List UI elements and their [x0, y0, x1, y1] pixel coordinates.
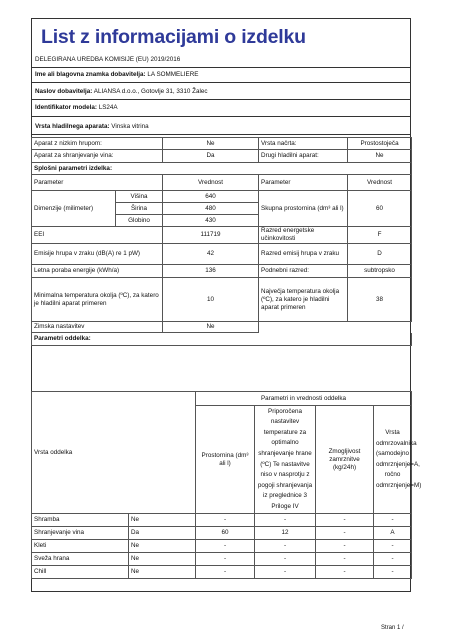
compartment-name: Sveža hrana [32, 553, 129, 566]
compartment-table [31, 391, 422, 579]
supplier-label: Ime ali blagovna znamka dobavitelja: [35, 71, 146, 78]
energy-class-value: F [348, 227, 412, 244]
compartment-freezing: - [316, 566, 374, 579]
temperature-header: Priporočena nastavitev temperature za optimalno shranjevanje hrane (ºC) Te nastavitve niso v nasprotju z pogoji shranjevanja iz preglednice 3 Priloge IV [255, 406, 316, 514]
regulation-reference: DELEGIRANA UREDBA KOMISIJE (EU) 2019/2016 [35, 56, 181, 63]
divider [31, 67, 411, 68]
compartment-volume: 60 [196, 527, 255, 540]
compartment-present: Ne [129, 566, 196, 579]
appliance-type-value: Vinska vitrina [111, 123, 149, 130]
table-row [32, 540, 412, 553]
compartment-temperature: - [255, 566, 316, 579]
divider [31, 82, 411, 83]
dimension-value: 430 [163, 215, 259, 227]
address-value: ALIANSA d.o.o., Gotovlje 31, 3310 Žalec [93, 88, 208, 95]
compartment-present: Ne [129, 553, 196, 566]
dimension-name: Globino [116, 215, 163, 227]
section-heading: Parametri oddelka: [32, 333, 412, 346]
dimension-name: Višina [116, 191, 163, 203]
compartment-present: Da [129, 527, 196, 540]
compartment-freezing: - [316, 540, 374, 553]
compartment-volume: - [196, 540, 255, 553]
feature-value: Ne [348, 150, 412, 163]
compartment-temperature: - [255, 514, 316, 527]
climate-class-value: subtropsko [348, 265, 412, 278]
compartment-defrost: - [374, 514, 412, 527]
compartment-defrost: - [374, 553, 412, 566]
appliance-type-row [35, 123, 149, 130]
eei-label: EEI [32, 227, 163, 244]
dimensions-label: Dimenzije (milimeter) [32, 191, 116, 227]
address-row [35, 88, 208, 95]
divider [31, 116, 411, 117]
feature-label: Vrsta načrta: [259, 138, 348, 150]
header-row [32, 175, 412, 191]
page-number: Stran 1 / [381, 625, 404, 631]
feature-value: Da [163, 150, 259, 163]
column-header: Parameter [259, 175, 348, 191]
max-temp-label: Največja temperatura okolja (ºC), za katero je hladilni aparat primeren [259, 278, 348, 322]
compartment-type-header: Vrsta oddelka [32, 392, 196, 514]
volume-label: Skupna prostornina (dm³ ali l) [259, 191, 348, 227]
dimension-value: 480 [163, 203, 259, 215]
model-label: Identifikator modela: [35, 104, 97, 111]
compartment-defrost: - [374, 566, 412, 579]
feature-value: Ne [163, 138, 259, 150]
document-title: List z informacijami o izdelku [41, 26, 306, 48]
min-temp-value: 10 [163, 278, 259, 322]
model-row [35, 104, 118, 111]
feature-label: Drugi hladilni aparat: [259, 150, 348, 163]
address-label: Naslov dobavitelja: [35, 88, 93, 95]
compartment-present: Ne [129, 540, 196, 553]
feature-value: Prostostoječa [348, 138, 412, 150]
compartment-defrost: - [374, 540, 412, 553]
compartment-present: Ne [129, 514, 196, 527]
column-header: Parameter [32, 175, 163, 191]
compartment-freezing: - [316, 527, 374, 540]
compartment-name: Shranjevanje vina [32, 527, 129, 540]
defrost-type-header: Vrsta odmrzovalnika (samodejno odmrznjenje=A, ročno odmrznjenje=M) [374, 406, 412, 514]
winter-setting-value: Ne [163, 322, 259, 333]
divider [31, 99, 411, 100]
table-row [32, 566, 412, 579]
compartment-temperature: - [255, 553, 316, 566]
min-temp-label: Minimalna temperatura okolja (ºC), za katero je hladilni aparat primeren [32, 278, 163, 322]
compartment-name: Chill [32, 566, 129, 579]
compartment-volume: - [196, 566, 255, 579]
dimension-value: 640 [163, 191, 259, 203]
section-heading: Splošni parametri izdelka: [32, 163, 412, 175]
column-header: Vrednost [163, 175, 259, 191]
appliance-type-label: Vrsta hladilnega aparata: [35, 123, 110, 130]
divider [31, 134, 411, 135]
supplier-value: LA SOMMELIERE [147, 71, 199, 78]
noise-class-value: D [348, 244, 412, 265]
table-row [32, 553, 412, 566]
compartment-freezing: - [316, 514, 374, 527]
feature-row [32, 150, 412, 163]
max-temp-value: 38 [348, 278, 412, 322]
feature-label: Aparat z nizkim hrupom: [32, 138, 163, 150]
model-value: LS24A [98, 104, 118, 111]
feature-label: Aparat za shranjevanje vina: [32, 150, 163, 163]
winter-setting-label: Zimska nastavitev [32, 322, 163, 333]
compartment-temperature: 12 [255, 527, 316, 540]
noise-value: 42 [163, 244, 259, 265]
volume-header: Prostornina (dm³ ali l) [196, 406, 255, 514]
annual-energy-label: Letna poraba energije (kWh/a) [32, 265, 163, 278]
noise-label: Emisije hrupa v zraku (dB(A) re 1 pW) [32, 244, 163, 265]
dimension-name: Širina [116, 203, 163, 215]
compartment-freezing: - [316, 553, 374, 566]
table-row [32, 514, 412, 527]
annual-energy-value: 136 [163, 265, 259, 278]
climate-class-label: Podnebni razred: [259, 265, 348, 278]
compartment-volume: - [196, 514, 255, 527]
noise-class-label: Razred emisij hrupa v zraku [259, 244, 348, 265]
compartment-defrost: A [374, 527, 412, 540]
freezing-capacity-header: Zmogljivost zamrznitve (kg/24h) [316, 406, 374, 514]
feature-row [32, 138, 412, 150]
table-row [32, 527, 412, 540]
compartment-name: Kleti [32, 540, 129, 553]
general-parameters-table [31, 137, 412, 346]
eei-value: 111719 [163, 227, 259, 244]
volume-value: 60 [348, 191, 412, 227]
compartment-volume: - [196, 553, 255, 566]
compartment-temperature: - [255, 540, 316, 553]
compartment-group-header: Parametri in vrednosti oddelka [196, 392, 412, 406]
compartment-name: Shramba [32, 514, 129, 527]
energy-class-label: Razred energetske učinkovitosti [259, 227, 348, 244]
column-header: Vrednost [348, 175, 412, 191]
supplier-row [35, 71, 198, 78]
